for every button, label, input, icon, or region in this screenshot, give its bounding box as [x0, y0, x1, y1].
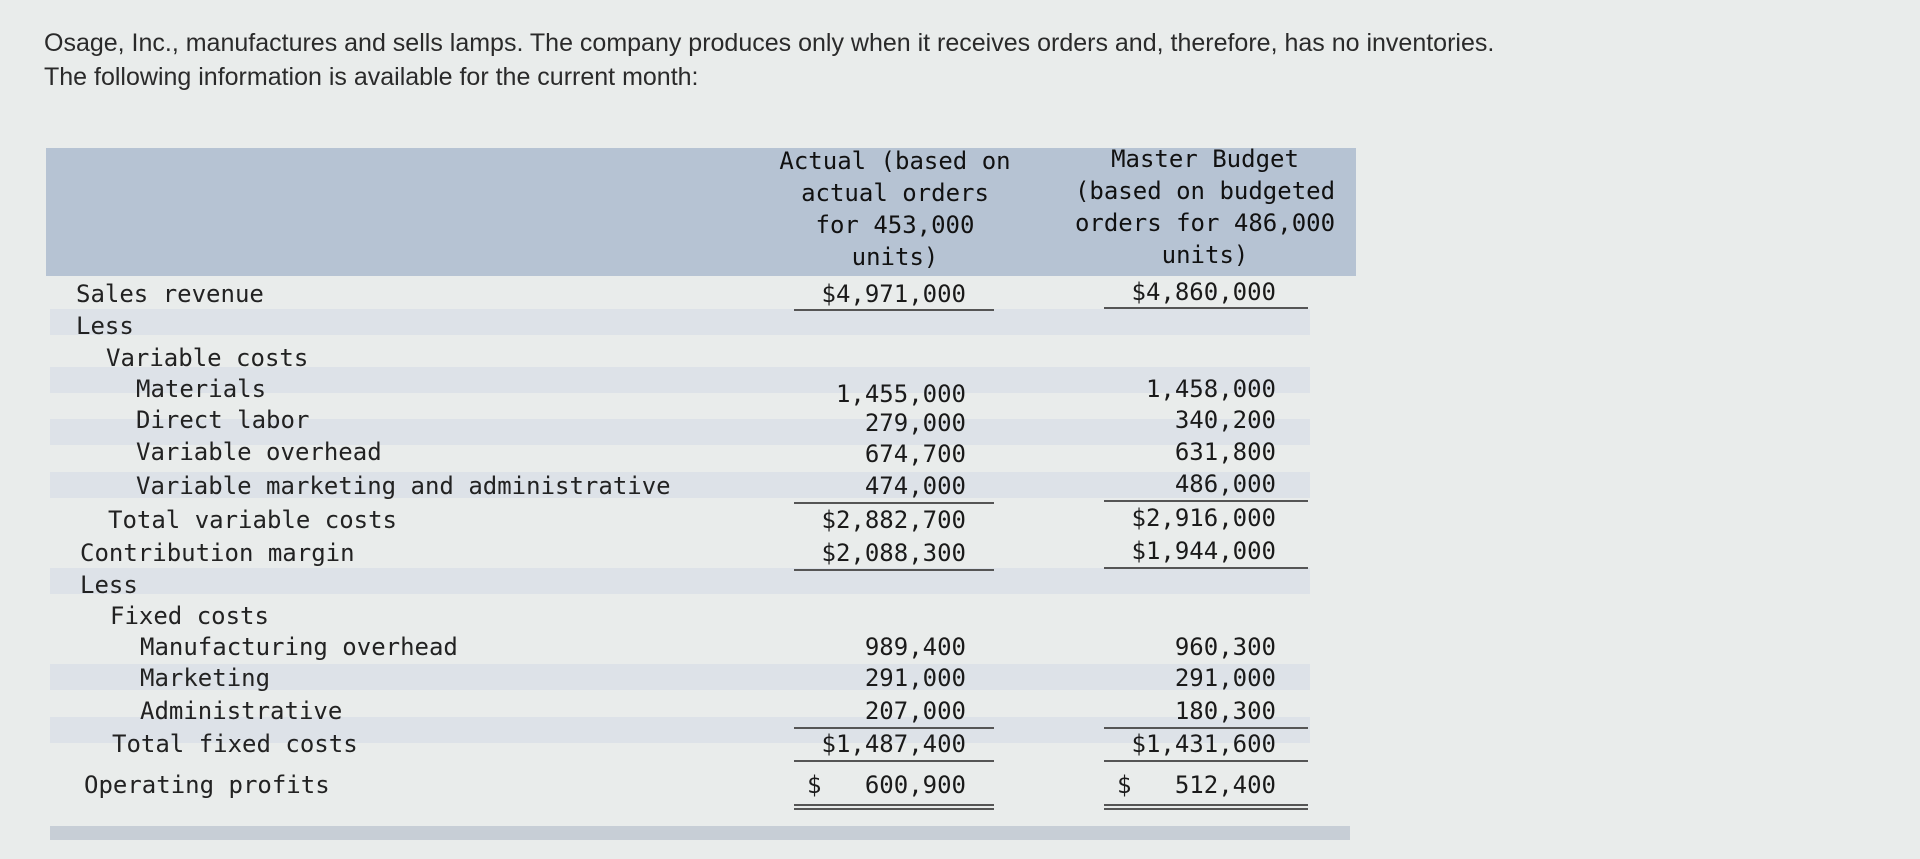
underline [794, 760, 994, 762]
row-label-direct-labor: Direct labor [136, 406, 310, 434]
underline [1104, 500, 1308, 502]
budget-operating-profits: $ 512,400 [1117, 771, 1276, 799]
problem-statement [44, 26, 1884, 94]
table-footer-band [50, 826, 1350, 840]
row-label-variable-overhead: Variable overhead [136, 438, 382, 466]
row-label-variable-costs: Variable costs [106, 344, 309, 372]
column-header-actual: Actual (based on actual orders for 453,000 units) [779, 147, 1011, 271]
budget-direct-labor: 340,200 [1174, 406, 1276, 434]
double-underline [1104, 804, 1308, 810]
budget-variable-marketing-admin: 486,000 [1174, 470, 1276, 498]
budget-marketing: 291,000 [1174, 664, 1276, 692]
actual-administrative: 207,000 [864, 697, 966, 725]
intro-line-1: Osage, Inc., manufactures and sells lamps. The company produces only when it receives orders and, therefore, has no inventories. [44, 29, 1495, 57]
budget-variable-overhead: 631,800 [1174, 438, 1276, 466]
actual-total-fixed-costs: $1,487,400 [821, 730, 966, 758]
actual-marketing: 291,000 [864, 664, 966, 692]
actual-sales-revenue: $4,971,000 [821, 280, 966, 308]
underline [794, 502, 994, 504]
row-label-less: Less [76, 312, 134, 340]
underline [1104, 760, 1308, 762]
underline [1104, 567, 1308, 569]
actual-variable-overhead: 674,700 [864, 440, 966, 468]
actual-operating-profits: $ 600,900 [807, 771, 966, 799]
row-stripe [50, 568, 1310, 594]
row-label-marketing: Marketing [140, 664, 271, 692]
actual-manufacturing-overhead: 989,400 [864, 633, 966, 661]
budget-manufacturing-overhead: 960,300 [1174, 633, 1276, 661]
actual-contribution-margin: $2,088,300 [821, 539, 966, 567]
actual-materials: 1,455,000 [835, 380, 966, 408]
budget-contribution-margin: $1,944,000 [1131, 537, 1276, 565]
budget-sales-revenue: $4,860,000 [1131, 278, 1276, 306]
actual-total-variable-costs: $2,882,700 [821, 506, 966, 534]
row-label-materials: Materials [136, 375, 267, 403]
actual-direct-labor: 279,000 [864, 409, 966, 437]
row-label-fixed-costs: Fixed costs [110, 602, 269, 630]
row-label-contribution-margin: Contribution margin [80, 539, 355, 567]
column-header-master-budget: Master Budget (based on budgeted orders for 486,000 units) [1074, 145, 1336, 269]
row-label-sales-revenue: Sales revenue [76, 280, 264, 308]
row-label-manufacturing-overhead: Manufacturing overhead [140, 633, 458, 661]
row-label-total-fixed-costs: Total fixed costs [112, 730, 358, 758]
row-stripe [50, 309, 1310, 335]
double-underline [794, 804, 994, 810]
budget-administrative: 180,300 [1174, 697, 1276, 725]
actual-variable-marketing-admin: 474,000 [864, 472, 966, 500]
underline [794, 309, 994, 311]
row-label-variable-marketing-admin: Variable marketing and administrative [136, 472, 671, 500]
budget-materials: 1,458,000 [1145, 375, 1276, 403]
underline [794, 569, 994, 571]
underline [1104, 307, 1308, 309]
row-label-less: Less [80, 571, 138, 599]
budget-total-variable-costs: $2,916,000 [1131, 504, 1276, 532]
row-label-operating-profits: Operating profits [84, 771, 330, 799]
row-label-administrative: Administrative [140, 697, 343, 725]
intro-line-2: The following information is available for the current month: [44, 63, 699, 91]
budget-total-fixed-costs: $1,431,600 [1131, 730, 1276, 758]
row-label-total-variable-costs: Total variable costs [108, 506, 397, 534]
